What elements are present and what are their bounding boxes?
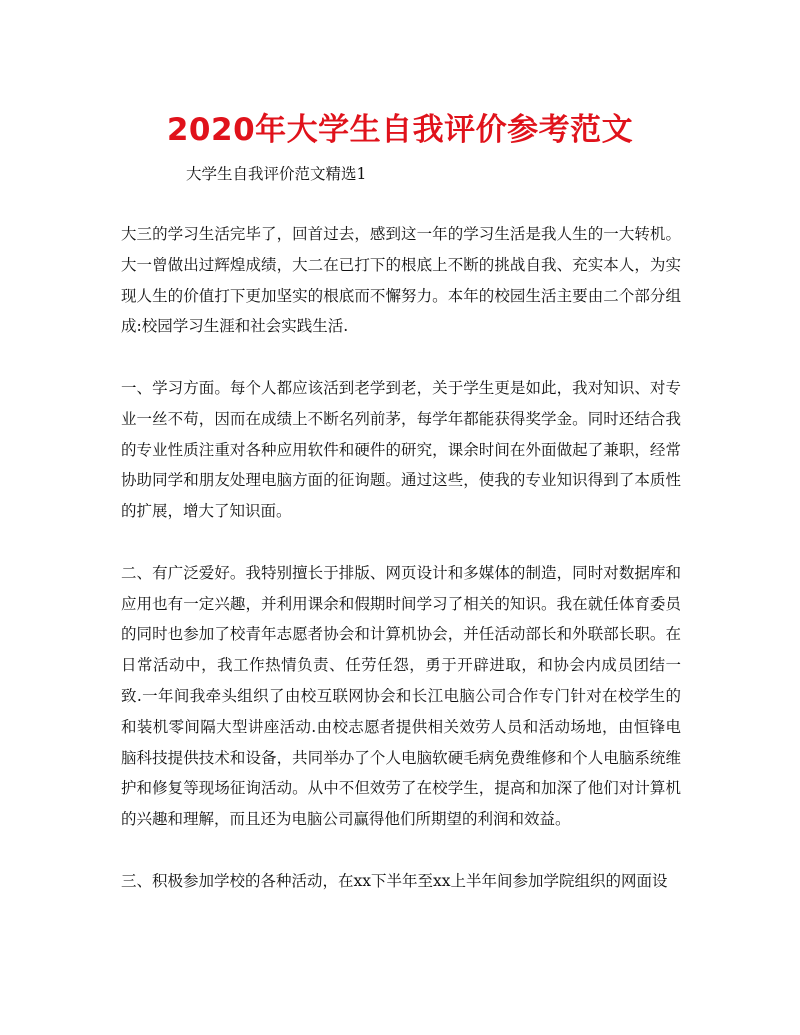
- document-subtitle: 大学生自我评价范文精选1: [186, 165, 367, 183]
- paragraph-intro: 大三的学习生活完毕了，回首过去，感到这一年的学习生活是我人生的一大转机。大一曾做出过辉煌成绩，大二在已打下的根底上不断的挑战自我、充实本人，为实现人生的价值打下更加坚实的根底而不懈努力。本年的校园生活主要由二个部分组成:校园学习生涯和社会实践生活.: [121, 225, 681, 336]
- paragraph-hobbies: 二、有广泛爱好。我特别擅长于排版、网页设计和多媒体的制造，同时对数据库和应用也有一定兴趣，并利用课余和假期时间学习了相关的知识。我在就任体育委员的同时也参加了校青年志愿者协会和计算机协会，并任活动部长和外联部长职。在日常活动中，我工作热情负责、任劳任怨，勇于开辟进取，和协会内成员团结一致.一年间我牵头组织了由校互联网协会和长江电脑公司合作专门针对在校学生的和装机零间隔大型讲座活动.由校志愿者提供相关效劳人员和活动场地，由恒锋电脑科技提供技术和设备，共同举办了个人电脑软硬毛病免费维修和个人电脑系统维护和修复等现场征询活动。从中不但效劳了在校学生，提高和加深了他们对计算机的兴趣和理解，而且还为电脑公司赢得他们所期望的利润和效益。: [121, 563, 681, 829]
- document-body: [121, 219, 681, 927]
- paragraph-study: 一、学习方面。每个人都应该活到老学到老，关于学生更是如此，我对知识、对专业一丝不苟，因而在成绩上不断名列前茅，每学年都能获得奖学金。同时还结合我的专业性质注重对各种应用软件和硬件的研究，课余时间在外面做起了兼职，经常协助同学和朋友处理电脑方面的征询题。通过这些，使我的专业知识得到了本质性的扩展，增大了知识面。: [121, 378, 681, 521]
- document-title: 2020年大学生自我评价参考范文: [166, 112, 634, 148]
- paragraph-activities: 三、积极参加学校的各种活动，在xx下半年至xx上半年间参加学院组织的网面设: [121, 871, 668, 890]
